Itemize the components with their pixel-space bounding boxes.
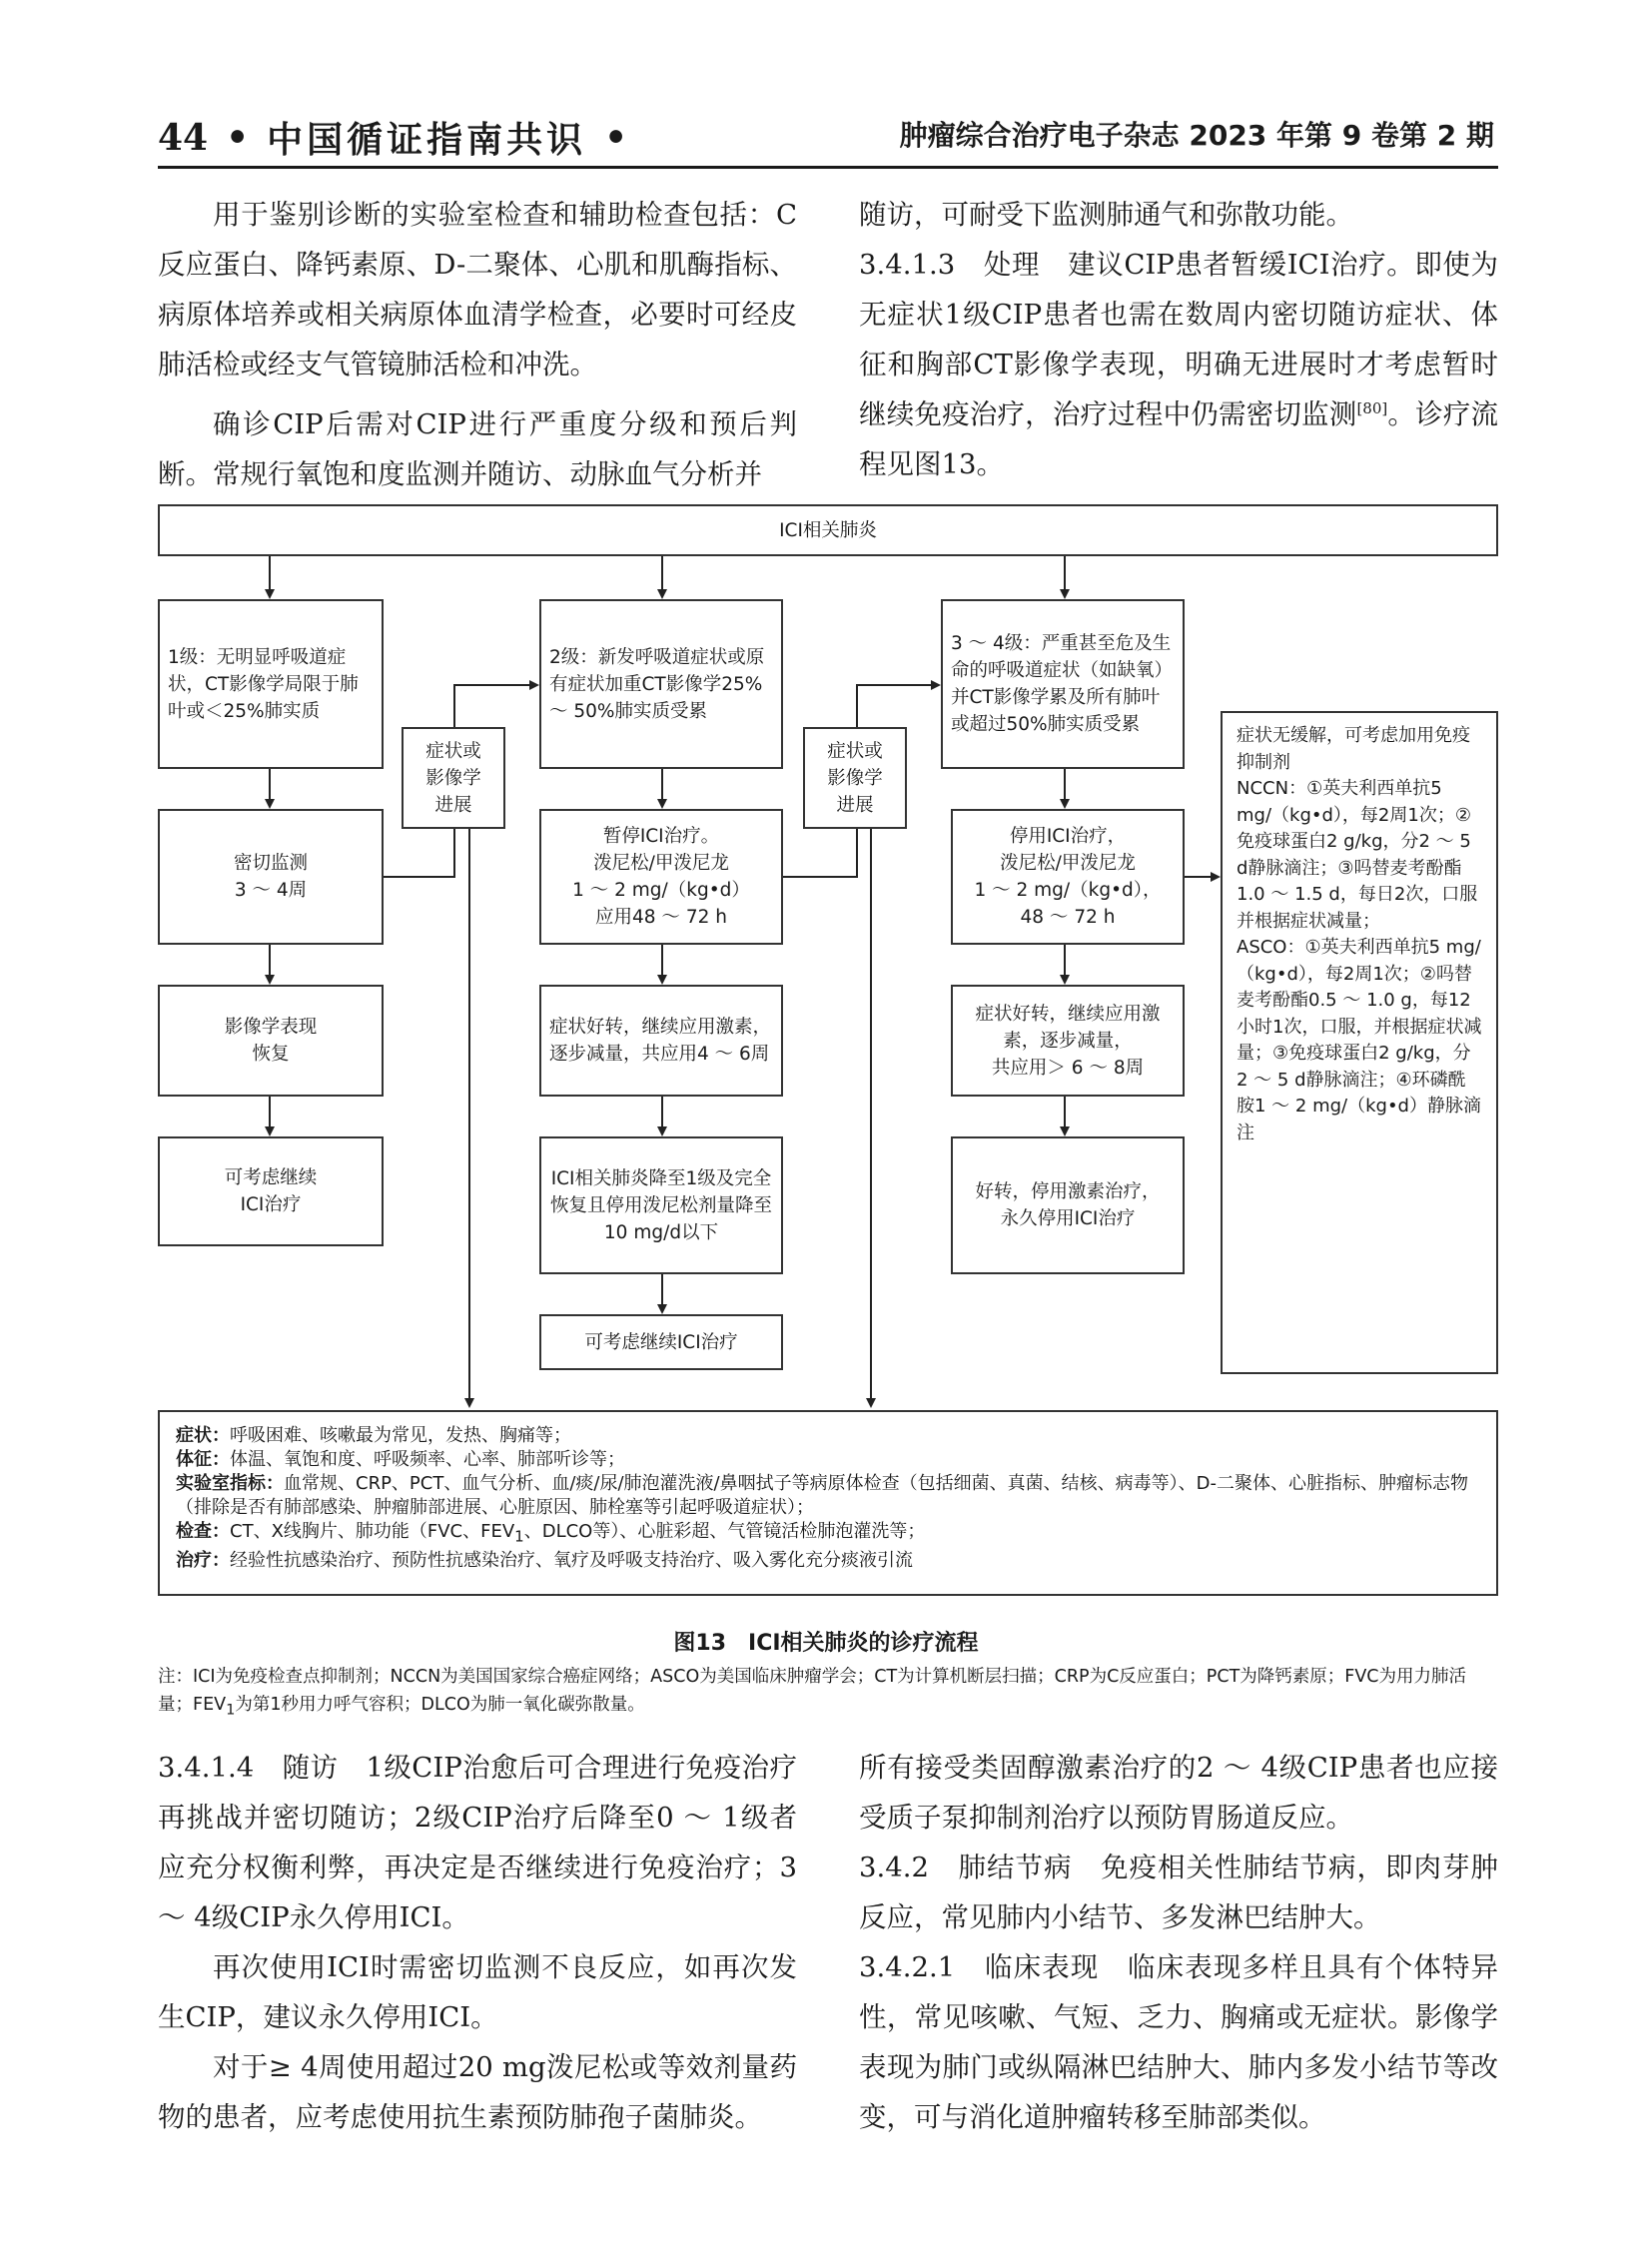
label: 实验室指标： bbox=[176, 1473, 284, 1494]
paragraph: 随访，可耐受下监测肺通气和弥散功能。 bbox=[859, 199, 1353, 231]
citation: [80] bbox=[1356, 398, 1388, 417]
flow-grade1-box: 1级：无明显呼吸道症状，CT影像学局限于肺叶或＜25%肺实质 bbox=[158, 599, 384, 769]
summary-line bbox=[176, 1472, 1480, 1520]
flow-grade2-continue-box: 可考虑继续ICI治疗 bbox=[539, 1314, 783, 1370]
arrow bbox=[454, 685, 537, 727]
paragraph: 所有接受类固醇激素治疗的2 ～ 4级CIP患者也应接受质子泵抑制剂治疗以预防胃肠道反应。 bbox=[859, 1752, 1498, 1834]
flow-grade1-monitor-box: 密切监测 3 ～ 4周 bbox=[158, 809, 384, 945]
connector bbox=[781, 829, 857, 877]
arrow bbox=[857, 685, 939, 727]
paragraph: 3.4.1.4 随访 1级CIP治愈后可合理进行免疫治疗再挑战并密切随访；2级CIP治疗后降至0 ～ 1级者应充分权衡利弊，再决定是否继续进行免疫治疗；3 ～ 4级CIP永久停用ICI。 bbox=[158, 1752, 797, 1933]
text: CT、X线胸片、肺功能（FVC、FEV bbox=[230, 1521, 515, 1542]
journal-section: 中国循证指南共识 bbox=[267, 119, 587, 161]
flow-grade3-improve-box: 症状好转，继续应用激素，逐步减量， 共应用＞ 6 ～ 8周 bbox=[951, 985, 1185, 1097]
bottom-right-column bbox=[859, 1743, 1498, 2142]
journal-name: 肿瘤综合治疗电子杂志 2023 年第 9 卷第 2 期 bbox=[899, 119, 1494, 152]
flow-progress1-box: 症状或 影像学 进展 bbox=[402, 727, 505, 829]
figure-note bbox=[158, 1663, 1498, 1725]
summary-line bbox=[176, 1448, 1480, 1472]
figure-caption: 图13 ICI相关肺炎的诊疗流程 bbox=[673, 1631, 979, 1656]
flow-grade2-treatment-box: 暂停ICI治疗。 泼尼松/甲泼尼龙 1 ～ 2 mg/（kg•d） 应用48 ～ 72 h bbox=[539, 809, 783, 945]
text: 呼吸困难、咳嗽最为常见，发热、胸痛等； bbox=[230, 1425, 571, 1446]
flow-grade2-box: 2级：新发呼吸道症状或原有症状加重CT影像学25% ～ 50%肺实质受累 bbox=[539, 599, 783, 769]
paragraph: 对于≥ 4周使用超过20 mg泼尼松或等效剂量药物的患者，应考虑使用抗生素预防肺孢子菌肺炎。 bbox=[158, 2051, 797, 2133]
bullet: • bbox=[604, 116, 628, 159]
summary-line bbox=[176, 1549, 1480, 1573]
label: 治疗： bbox=[176, 1549, 230, 1571]
bullet: • bbox=[226, 116, 250, 159]
page-number: 44 bbox=[158, 116, 209, 159]
summary-line bbox=[176, 1424, 1480, 1448]
label: 检查： bbox=[176, 1521, 230, 1542]
text: 血常规、CRP、PCT、血气分析、血/痰/尿/肺泡灌洗液/鼻咽拭子等病原体检查（包括细菌、真菌、结核、病毒等）、D-二聚体、心脏指标、肿瘤标志物（排除是否有肺部感染、肿瘤肺部进展、心脏原因、肺栓塞等引起呼吸道症状）； bbox=[176, 1473, 1468, 1518]
flow-grade3-box: 3 ～ 4级：严重甚至危及生命的呼吸道症状（如缺氧）并CT影像学累及所有肺叶或超过50%肺实质受累 bbox=[941, 599, 1185, 769]
flow-grade3-treatment-box: 停用ICI治疗， 泼尼松/甲泼尼龙 1 ～ 2 mg/（kg•d）， 48 ～ 72 h bbox=[951, 809, 1185, 945]
flow-grade3-stop-box: 好转，停用激素治疗， 永久停用ICI治疗 bbox=[951, 1136, 1185, 1274]
summary-line bbox=[176, 1520, 1480, 1549]
text: 经验性抗感染治疗、预防性抗感染治疗、氧疗及呼吸支持治疗、吸入雾化充分痰液引流 bbox=[230, 1549, 913, 1571]
text: 注：ICI为免疫检查点抑制剂；NCCN为美国国家综合癌症网络；ASCO为美国临床肿瘤学会；CT为计算机断层扫描；CRP为C反应蛋白；PCT为降钙素原；FVC为用力肺活量；FEV bbox=[158, 1667, 1467, 1715]
label: 体征： bbox=[176, 1449, 230, 1470]
paragraph: 3.4.2 肺结节病 免疫相关性肺结节病，即肉芽肿反应，常见肺内小结节、多发淋巴结肿大。 bbox=[859, 1852, 1498, 1933]
text: 。诊疗流程见图13。 bbox=[859, 398, 1498, 480]
paragraph: 确诊CIP后需对CIP进行严重度分级和预后判断。常规行氧饱和度监测并随访、动脉血气分析并 bbox=[158, 408, 797, 490]
paragraph: 3.4.2.1 临床表现 临床表现多样且具有个体特异性，常见咳嗽、气短、乏力、胸痛或无症状。影像学表现为肺门或纵隔淋巴结肿大、肺内多发小结节等改变，可与消化道肿瘤转移至肺部类似。 bbox=[859, 1951, 1498, 2133]
flow-top-box: ICI相关肺炎 bbox=[158, 504, 1498, 556]
subscript: 1 bbox=[226, 1701, 236, 1719]
flow-grade1-continue-box: 可考虑继续 ICI治疗 bbox=[158, 1136, 384, 1246]
flow-grade1-recover-box: 影像学表现 恢复 bbox=[158, 985, 384, 1097]
text: 、DLCO等）、心脏彩超、气管镜活检肺泡灌洗等； bbox=[523, 1521, 926, 1542]
text: 3.4.1.3 处理 建议CIP患者暂缓ICI治疗。即使为无症状1级CIP患者也需在数周内密切随访症状、体征和胸部CT影像学表现，明确无进展时才考虑暂时继续免疫治疗，治疗过程中仍需密切监测 bbox=[859, 249, 1498, 430]
flow-grade2-improve-box: 症状好转，继续应用激素，逐步减量，共应用4 ～ 6周 bbox=[539, 985, 783, 1097]
text: 为第1秒用力呼气容积；DLCO为肺一氧化碳弥散量。 bbox=[235, 1695, 645, 1715]
bottom-left-column bbox=[158, 1743, 797, 2142]
text: 体温、氧饱和度、呼吸频率、心率、肺部听诊等； bbox=[230, 1449, 625, 1470]
flow-summary-box bbox=[158, 1410, 1498, 1596]
flow-immunosuppressant-box: 症状无缓解，可考虑加用免疫抑制剂 NCCN：①英夫利西单抗5 mg/（kg•d），每2周1次；②免疫球蛋白2 g/kg，分2 ～ 5 d静脉滴注；③吗替麦考酚酯1.0 ～ 1.5 d，每日2次，口服并根据症状减量； ASCO：①英夫利西单抗5 mg/（kg•d），每2周1次；②吗替麦考酚酯0.5 ～ 1.0 g，每12小时1次，口服，并根据症状减量；③免疫球蛋白2 g/kg，分2 ～ 5 d静脉滴注；④环磷酰胺1 ～ 2 mg/（kg•d）静脉滴注 bbox=[1221, 711, 1498, 1374]
subscript: 1 bbox=[514, 1527, 524, 1546]
label: 症状： bbox=[176, 1425, 230, 1446]
flow-progress2-box: 症状或 影像学 进展 bbox=[803, 727, 907, 829]
paragraph: 用于鉴别诊断的实验室检查和辅助检查包括：C反应蛋白、降钙素原、D-二聚体、心肌和肌酶指标、病原体培养或相关病原体血清学检查，必要时可经皮肺活检或经支气管镜肺活检和冲洗。 bbox=[158, 199, 797, 380]
flow-grade2-recover-box: ICI相关肺炎降至1级及完全恢复且停用泼尼松剂量降至 10 mg/d以下 bbox=[539, 1136, 783, 1274]
connector bbox=[384, 829, 454, 877]
paragraph: 再次使用ICI时需密切监测不良反应，如再次发生CIP，建议永久停用ICI。 bbox=[158, 1951, 797, 2033]
